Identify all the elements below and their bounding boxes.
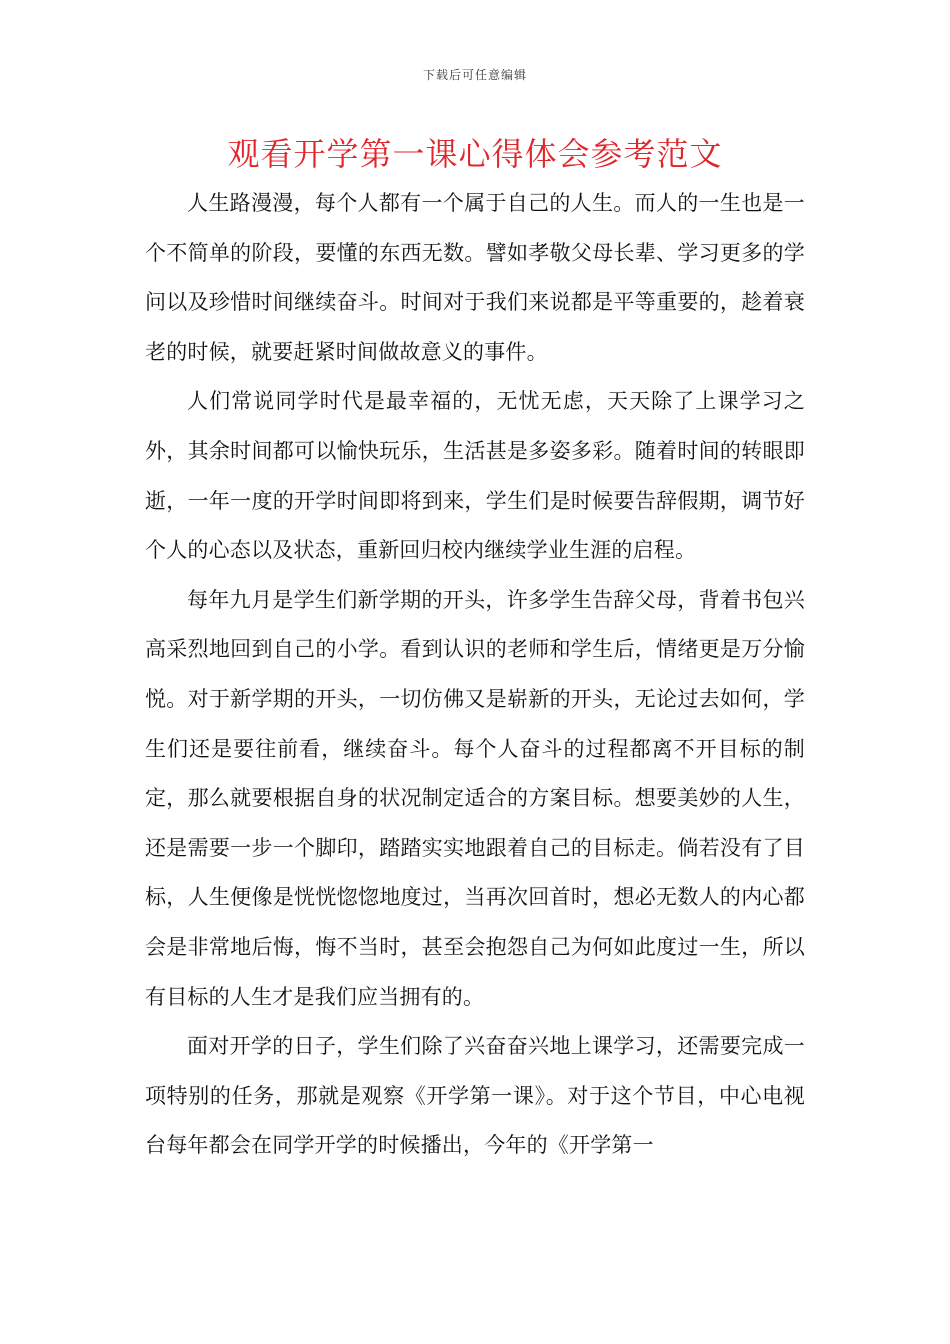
paragraph-1: 人生路漫漫，每个人都有一个属于自己的人生。而人的一生也是一个不简单的阶段，要懂的东西无数。譬如孝敬父母长辈、学习更多的学问以及珍惜时间继续奋斗。时间对于我们来说都是平等重要的，趁着衰老的时候，就要赶紧时间做故意义的事件。	[145, 191, 805, 364]
document-body	[145, 179, 805, 1171]
paragraph-2: 人们常说同学时代是最幸福的，无忧无虑，天天除了上课学习之外，其余时间都可以愉快玩乐，生活甚是多姿多彩。随着时间的转眼即逝，一年一度的开学时间即将到来，学生们是时候要告辞假期，调节好个人的心态以及状态，重新回归校内继续学业生涯的启程。	[145, 389, 805, 563]
paragraph-3: 每年九月是学生们新学期的开头，许多学生告辞父母，背着书包兴高采烈地回到自己的小学。看到认识的老师和学生后，情绪更是万分愉悦。对于新学期的开头，一切仿佛又是崭新的开头，无论过去如何，学生们还是要往前看，继续奋斗。每个人奋斗的过程都离不开目标的制定，那么就要根据自身的状况制定适合的方案目标。想要美妙的人生，还是需要一步一个脚印，踏踏实实地跟着自己的目标走。倘若没有了目标，人生便像是恍恍惚惚地度过，当再次回首时，想必无数人的内心都会是非常地后悔，悔不当时，甚至会抱怨自己为何如此度过一生，所以有目标的人生才是我们应当拥有的。	[145, 587, 805, 1009]
document-title: 观看开学第一课心得体会参考范文	[227, 135, 723, 173]
paragraph-4: 面对开学的日子，学生们除了兴奋奋兴地上课学习，还需要完成一项特别的任务，那就是观察《开学第一课》。对于这个节目，中心电视台每年都会在同学开学的时候播出，今年的《开学第一	[145, 1034, 805, 1158]
header-note: 下载后可任意编辑	[422, 68, 527, 82]
